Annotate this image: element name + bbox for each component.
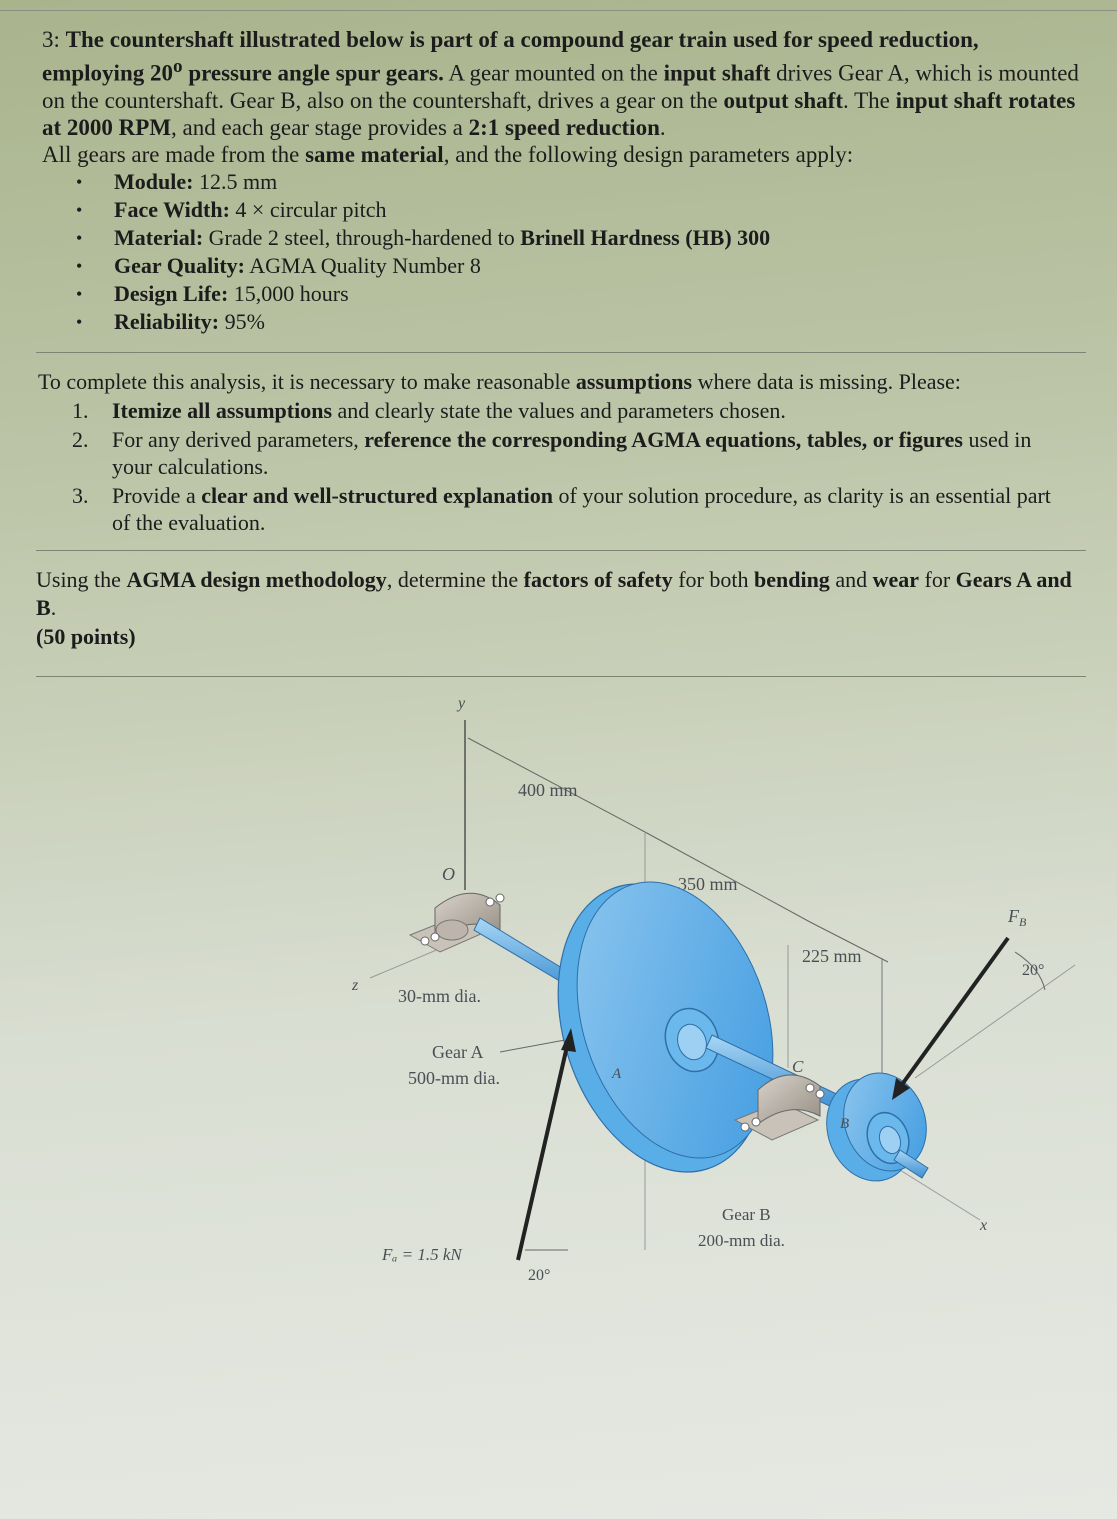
y-axis-label: y [458,695,466,712]
assumptions-intro-text-end: where data is missing. Please: [692,369,961,394]
force-a-angle-label: 20° [528,1267,551,1284]
instruction-item [72,397,1072,424]
design-parameters-list [70,168,970,336]
gear-b-point-label: B [840,1116,850,1132]
task-bold: Gears A and B [36,567,1072,620]
instruction-bold: reference the corresponding AGMA equations, tables, or figures [364,427,963,452]
parameter-label: Reliability: [114,309,220,334]
task-text: for both [672,567,754,592]
assumptions-intro-bold: assumptions [575,369,693,394]
problem-text-9: , and each gear stage provides a [171,114,469,140]
bearing-c-label: C [792,1057,804,1076]
instruction-text-pre: Provide a [112,483,202,508]
gear-a-leader [500,1040,565,1052]
dimension-225-label: 225 mm [802,946,862,966]
problem-text-bold-8: input shaft rotates at 2000 RPM [42,87,1076,140]
task-bold: wear [872,567,919,592]
instruction-number: 2. [72,427,89,452]
x-axis [900,1170,980,1220]
problem-text-bold-4: input shaft [663,60,771,86]
instructions-list [72,397,1072,538]
gear-b-diameter-label: 200-mm dia. [698,1231,785,1250]
problem-statement [42,26,1082,168]
force-b-subscript: B [1019,915,1027,929]
problem-text-5: drives Gear A, which is mounted on the countershaft. Gear B, also on the countershaft, drives a gear on the [42,60,1079,113]
parameter-value: 95% [219,309,265,334]
instruction-number: 3. [72,483,89,508]
origin-label: O [442,864,455,884]
problem-number: 3: [42,27,60,52]
force-b-label [1007,906,1027,929]
parameter-item [70,252,970,280]
parameter-item [70,196,970,224]
problem-text-bold-1: The countershaft illustrated below is part of a compound gear train used for speed reduction, employing 20 [42,27,979,86]
parameter-value: 12.5 mm [193,169,278,194]
instruction-text: and clearly state the values and parameters chosen. [332,398,786,423]
force-b-angle-label: 20° [1022,962,1045,979]
left-bearing [410,893,504,952]
gear-a-diameter-label: 500-mm dia. [408,1068,500,1088]
problem-text-12: All gears are made from the [42,141,306,167]
top-border [0,10,1117,11]
parameter-label: Design Life: [114,281,229,306]
x-axis-label: x [980,1217,988,1234]
parameter-label: Material: [114,225,204,250]
task-bold: AGMA design methodology [126,567,387,592]
dimension-350-label: 350 mm [678,874,738,894]
problem-text-bold-13: same material [305,141,444,167]
parameter-label: Face Width: [114,197,230,222]
parameter-value-bold: Brinell Hardness (HB) 300 [520,225,771,250]
task-text: Using the [36,567,127,592]
gear-a [523,857,806,1200]
problem-text-bold-6: output shaft [723,87,843,113]
instruction-bold: Itemize all assumptions [112,398,332,423]
z-axis-label: z [352,977,359,994]
gear-a-point-label: A [612,1066,622,1082]
instruction-text: used in your calculations. [112,427,1032,479]
instruction-text-pre: For any derived parameters, [112,427,365,452]
force-a-label: Fₐ = 1.5 kN [382,1245,462,1264]
dimension-400-label: 400 mm [518,780,578,800]
task-text: for [919,567,956,592]
problem-text-bold-10: 2:1 speed reduction [468,114,660,140]
parameter-value: 15,000 hours [228,281,349,306]
parameter-value: AGMA Quality Number 8 [244,253,481,278]
task-text: , determine the [386,567,524,592]
divider [36,676,1086,677]
parameter-value: 4 × circular pitch [229,197,387,222]
parameter-item [70,224,970,252]
force-b-symbol: F [1008,906,1019,926]
problem-text-bold-2: pressure angle spur gears. [182,60,444,86]
problem-text-11: . [659,114,666,140]
shaft-diameter-label: 30-mm dia. [398,986,481,1006]
task-text: . [50,595,57,620]
instruction-item [72,482,1072,536]
countershaft-figure [340,690,1080,1290]
force-b-reference-line [915,965,1075,1078]
assumptions-intro-text: To complete this analysis, it is necessary to make reasonable [38,369,576,394]
gear-a-label: Gear A [432,1042,484,1062]
parameter-label: Gear Quality: [114,253,245,278]
parameter-value: Grade 2 steel, through-hardened to [203,225,521,250]
problem-text-14: , and the following design parameters apply: [443,141,854,167]
task-text: and [829,567,873,592]
problem-text-7: . The [842,87,896,113]
task-bold: factors of safety [523,567,673,592]
instruction-bold: clear and well-structured explanation [201,483,553,508]
divider [36,550,1086,551]
parameter-item [70,308,970,336]
degree-mark: o [172,56,183,77]
assumptions-intro [38,368,1083,395]
points-label: (50 points) [36,624,136,649]
instruction-number: 1. [72,398,89,423]
parameter-item [70,280,970,308]
force-b-arrow [898,938,1008,1090]
task-statement [36,566,1081,622]
instruction-text: of your solution procedure, as clarity is an essential part of the evaluation. [112,483,1051,535]
gear-b-label: Gear B [722,1205,771,1224]
parameter-label: Module: [114,169,194,194]
instruction-item [72,426,1072,480]
force-a-arrow [518,1042,568,1260]
divider [36,352,1086,353]
problem-text-3: A gear mounted on the [443,60,664,86]
task-bold: bending [753,567,830,592]
parameter-item [70,168,970,196]
